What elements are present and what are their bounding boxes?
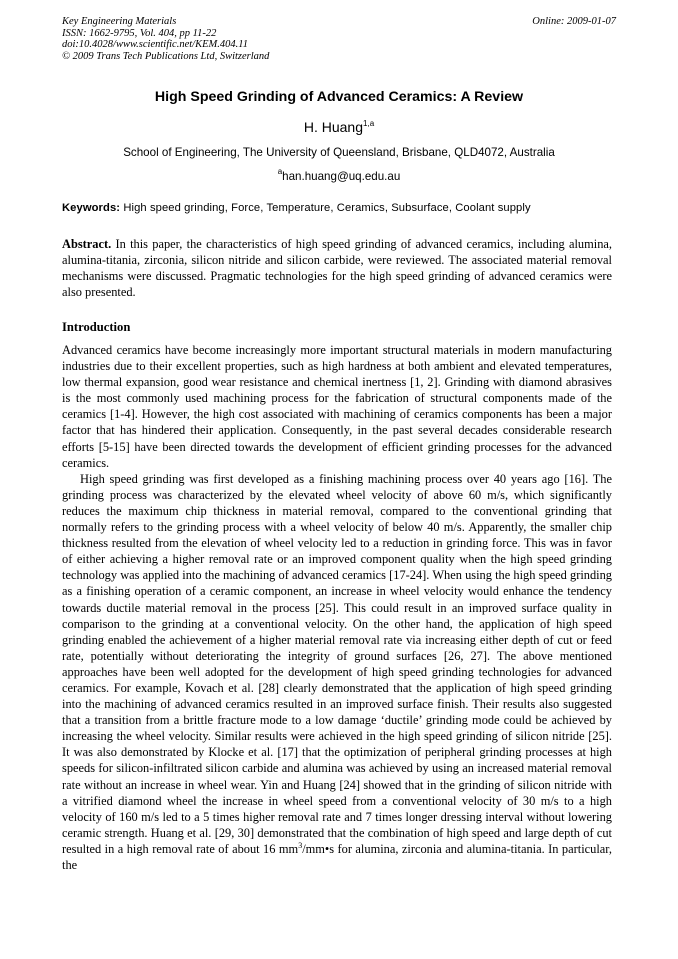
email-address: han.huang@uq.edu.au: [282, 170, 401, 183]
affiliation: School of Engineering, The University of Queensland, Brisbane, QLD4072, Australia: [123, 146, 555, 159]
email-line: [62, 167, 616, 183]
journal-name: Key Engineering Materials: [62, 16, 177, 27]
intro-paragraph-2: [62, 471, 612, 873]
unit-superscript: 3: [298, 840, 303, 850]
online-date: Online: 2009-01-07: [532, 16, 616, 27]
intro-paragraph-2-text: High speed grinding was first developed as a finishing machining process over 40 years ago [16]. The grinding process was characterized by the elevated wheel velocity of above 60 m/s, which significantly reduces the maximum chip thickness in material removal, compared to the conventional grinding that normally refers to the grinding process with a wheel velocity of below 40 m/s. Apparently, the smaller chip thickness resulted from the elevation of wheel velocity led to a reduction in grinding force. This was in favor of either achieving a higher removal rate or an improved component quality when the high speed grinding technology was applied into the machining of advanced ceramics [17-24]. When using the high speed grinding as a finishing operation of a ceramic component, an increase in wheel velocity would enhance the tendency towards ductile material removal in the process [25]. This could result in an improved surface quality in comparison to the grinding at a conventional velocity. On the other hand, the application of high speed grinding enabled the achievement of a higher material removal rate via increasing either depth of cut or feed rate, potentially without deteriorating the integrity of ground surfaces [26, 27]. The above mentioned approaches have been well adopted for the development of high speed grinding technologies for advanced ceramics. For example, Kovach et al. [28] clearly demonstrated that the application of high speed grinding into the machining of advanced ceramics resulted in an improved surface finish. Their results also suggested that a transition from a brittle fracture mode to a low damage ‘ductile’ grinding mode could be achieved by increasing the wheel velocity. Similar results were achieved in the high speed grinding of silicon nitride [25]. It was also demonstrated by Klocke et al. [17] that the optimization of peripheral grinding processes at high speeds for silicon-infiltrated silicon carbide and alumina was achieved by using an increased material removal rate without an increase in wheel wear. Yin and Huang [24] showed that in the grinding of silicon nitride with a vitrified diamond wheel the increase in wheel speed from a conventional velocity of 30 m/s to a high velocity of 160 m/s led to a 5 times higher removal rate and 7 times longer dressing interval without lowering ceramic strength. Huang et al. [29, 30] demonstrated that the combination of high speed and large depth of cut resulted in a high removal rate of about 16 mm: [62, 471, 612, 856]
abstract-text: In this paper, the characteristics of high speed grinding of advanced ceramics, including alumina, alumina-titania, zirconia, silicon nitride and silicon carbide, were reviewed. The associated material removal mechanisms were discussed. Pragmatic technologies for the high speed grinding of advanced ceramics were also presented.: [62, 237, 612, 300]
email-superscript: a: [277, 167, 283, 176]
copyright-line: © 2009 Trans Tech Publications Ltd, Switzerland: [62, 50, 270, 62]
abstract: [62, 236, 612, 300]
keywords-label: Keywords:: [62, 202, 121, 214]
journal-header: [62, 16, 616, 62]
keywords-text: High speed grinding, Force, Temperature, Ceramics, Subsurface, Coolant supply: [123, 202, 531, 214]
intro-paragraph-1: Advanced ceramics have become increasingly more important structural materials in modern manufacturing industries due to their excellent properties, such as high hardness at both ambient and elevated temperatures, low thermal expansion, good wear resistance and chemical inertness [1, 2]. Grinding with diamond abrasives is the most commonly used machining process for the fabrication of structural components made of the ceramics [1-4]. However, the high cost associated with machining of ceramics components has been a major factor that has hindered their application. Consequently, in the past several decades considerable research efforts [5-15] have been directed towards the development of efficient grinding processes for the advanced ceramics.: [62, 343, 612, 470]
paper-title: High Speed Grinding of Advanced Ceramics: A Review: [154, 89, 524, 105]
intro-paragraph-2-tail: /mm•s for alumina, zirconia and alumina-titania. In particular, the: [62, 841, 612, 872]
author-line: [62, 119, 616, 135]
section-heading-introduction: Introduction: [62, 320, 131, 334]
keywords: [62, 202, 616, 214]
abstract-label: Abstract.: [62, 237, 112, 251]
introduction-body: [62, 342, 612, 873]
author-name: H. Huang: [303, 119, 364, 135]
author-superscript: 1,a: [363, 119, 375, 128]
doi-line: doi:10.4028/www.scientific.net/KEM.404.11: [62, 39, 248, 50]
issn-line: ISSN: 1662-9795, Vol. 404, pp 11-22: [62, 27, 217, 39]
